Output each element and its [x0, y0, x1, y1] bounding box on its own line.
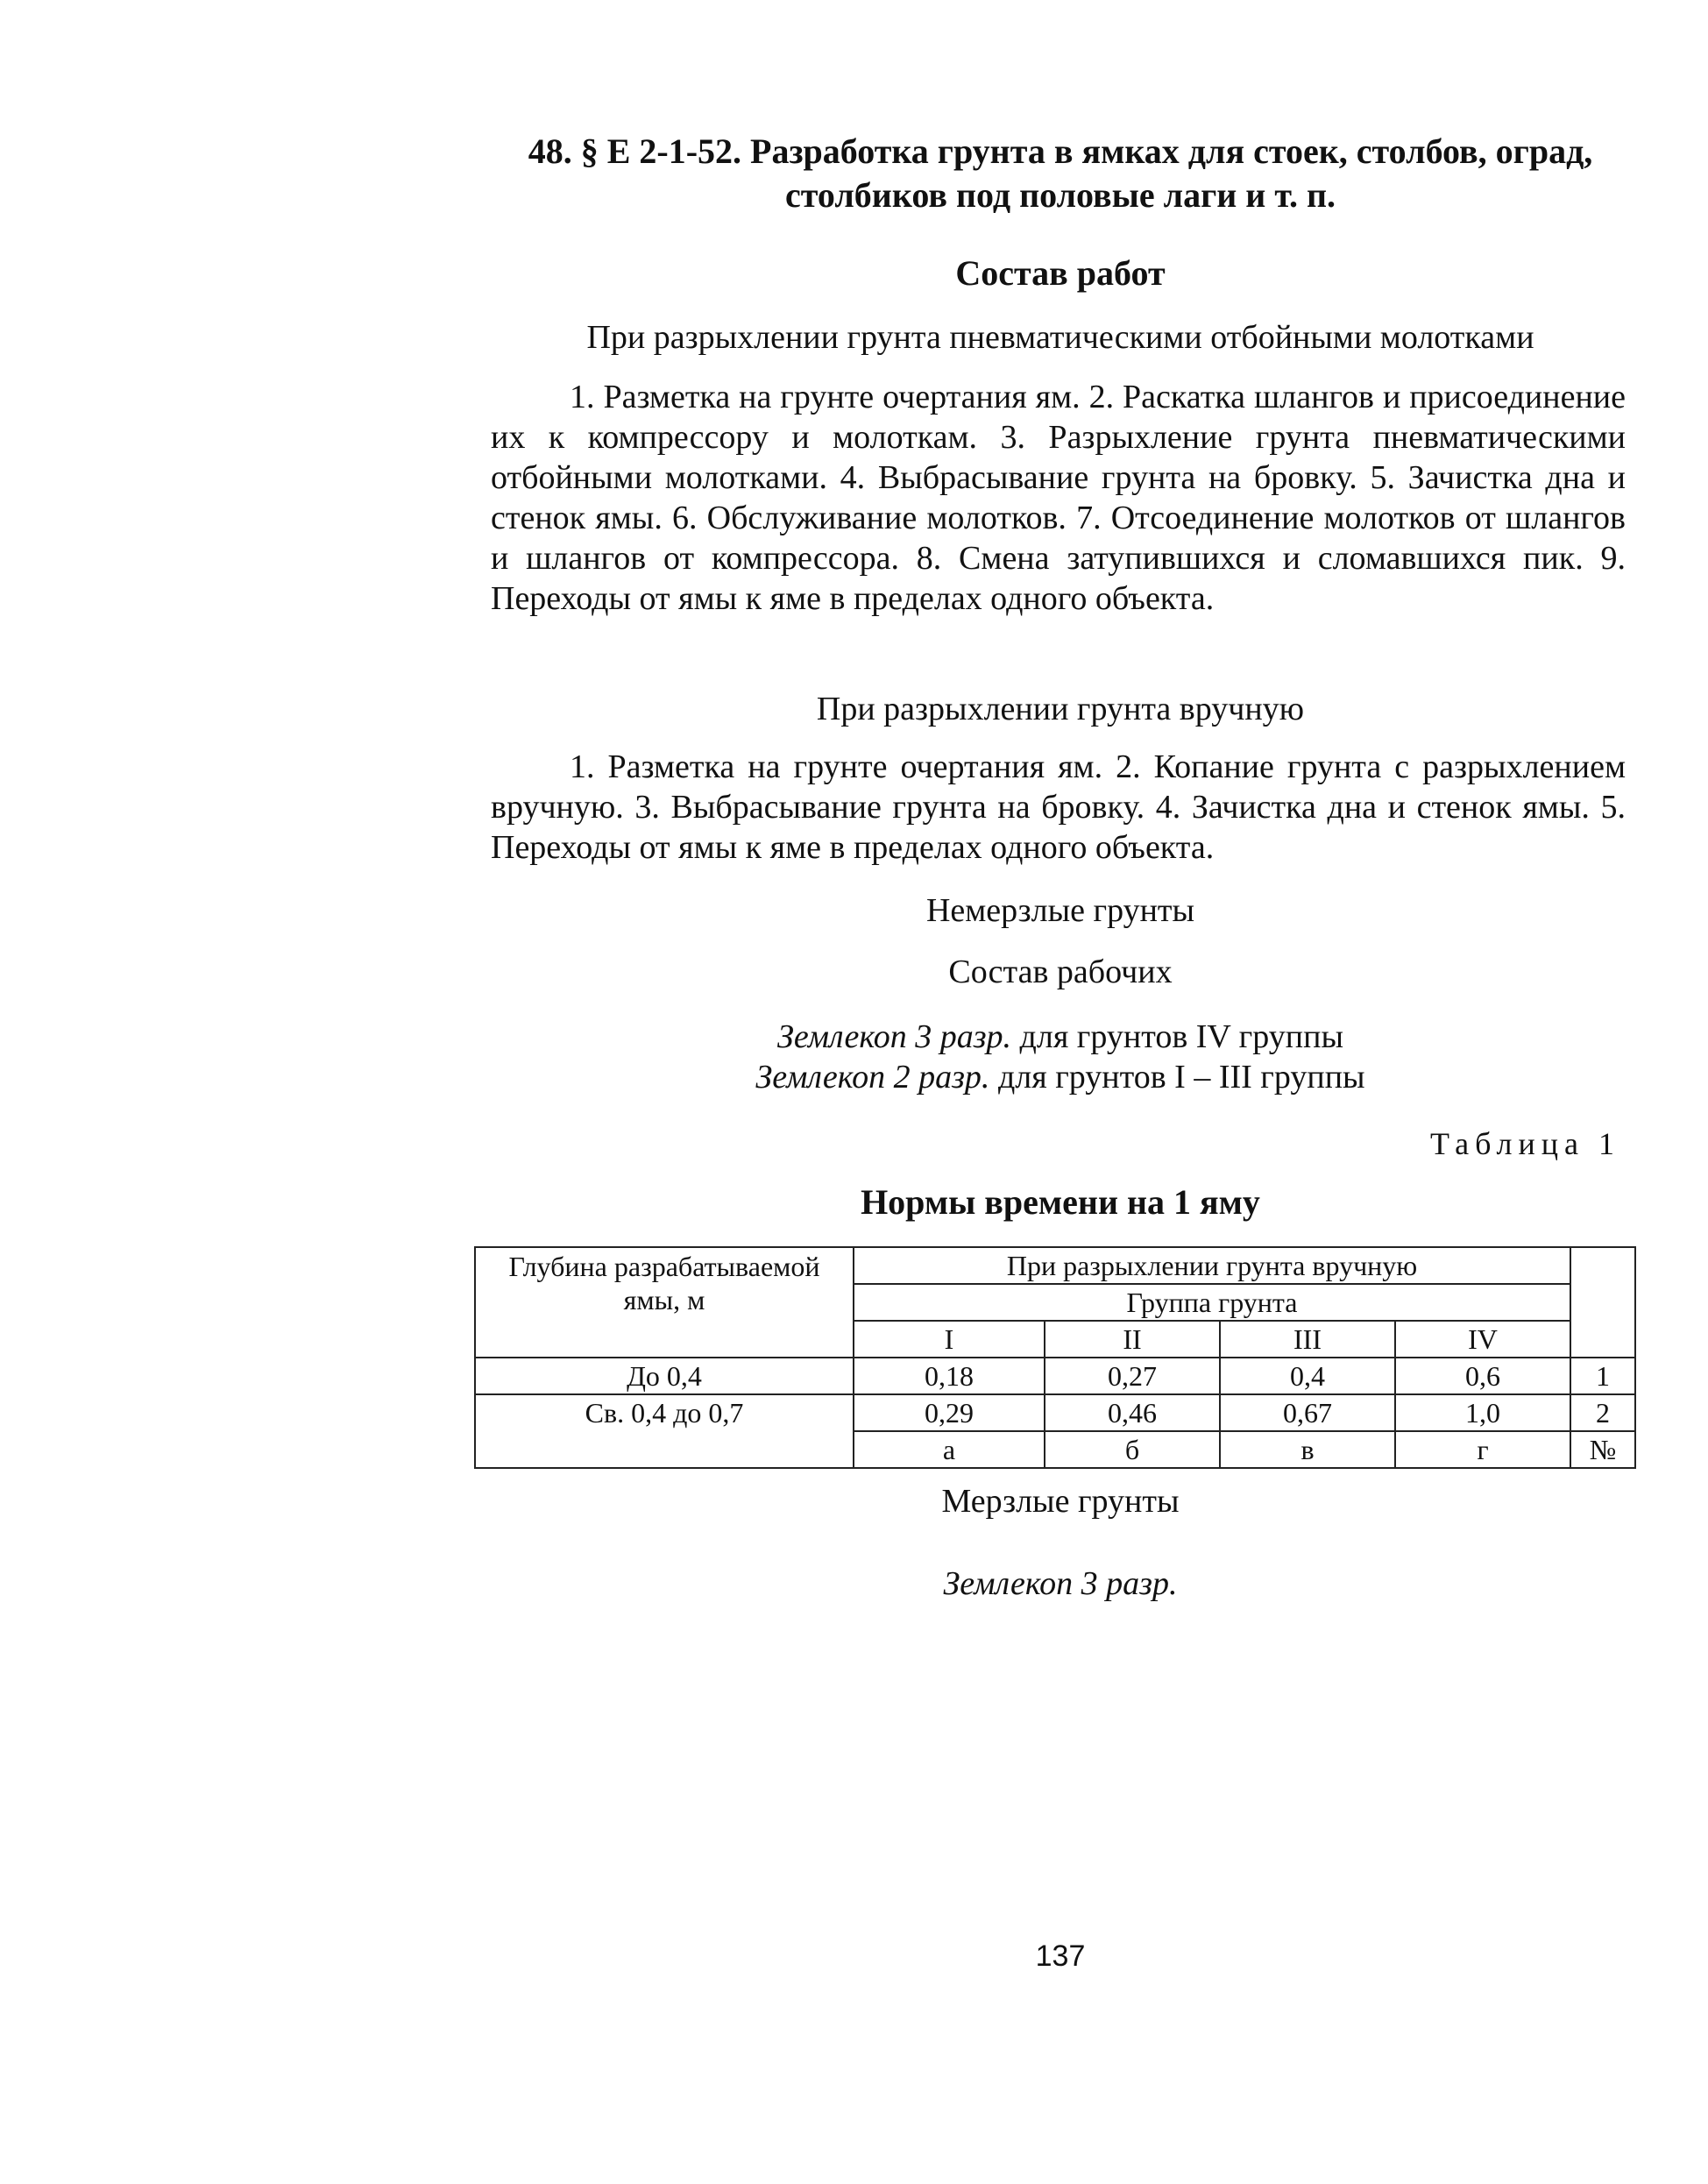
pneumatic-heading: При разрыхлении грунта пневматическими отбойными молотками	[586, 319, 1534, 356]
unfrozen-heading: Немерзлые грунты	[925, 892, 1195, 929]
crew-line-2-rank: Землекоп 2 разр.	[755, 1059, 990, 1096]
row-2-number: 2	[1570, 1394, 1635, 1431]
crew-line-2	[491, 1057, 1630, 1097]
section-title	[491, 130, 1630, 217]
header-group-3: III	[1220, 1321, 1395, 1358]
manual-work-steps: 1. Разметка на грунте очертания ям. 2. Копание грунта с разрыхлением вручную. 3. Выбрасывание грунта на бровку. 4. Зачистка дна и стенок ямы. 5. Переходы от ямы к яме в пределах одного объекта.	[491, 748, 1626, 866]
crew-line-1	[491, 1017, 1630, 1057]
letter-b: б	[1045, 1431, 1220, 1468]
frozen-heading: Мерзлые грунты	[941, 1483, 1180, 1520]
pneumatic-work-steps: 1. Разметка на грунте очертания ям. 2. Раскатка шлангов и присоединение их к компрессору и молоткам. 3. Разрыхление грунта пневматическими отбойными молотками. 4. Выбрасывание грунта на бровку. 5. Зачистка дна и стенок ямы. 6. Обслуживание молотков. 7. Отсоединение молотков от шлангов и шлангов от компрессора. 8. Смена затупившихся и сломавшихся пик. 9. Переходы от ямы к яме в пределах одного объекта.	[491, 379, 1626, 617]
row-1-value-a: 0,18	[854, 1358, 1045, 1394]
section-title-line-1: 48. § Е 2-1-52. Разработка грунта в ямках для стоек, столбов, оград,	[528, 131, 1593, 171]
frozen-crew: Землекоп 3 разр.	[943, 1565, 1178, 1602]
header-group-4: IV	[1395, 1321, 1570, 1358]
row-1-depth: До 0,4	[475, 1358, 854, 1394]
header-num-empty	[1570, 1247, 1635, 1358]
row-2-depth: Св. 0,4 до 0,7	[475, 1394, 854, 1468]
header-soil-group: Группа грунта	[854, 1284, 1570, 1321]
row-1-value-c: 0,4	[1220, 1358, 1395, 1394]
section-title-line-2: столбиков под половые лаги и т. п.	[784, 175, 1336, 215]
composition-heading: Состав работ	[955, 253, 1166, 293]
header-group-1: I	[854, 1321, 1045, 1358]
norms-table	[474, 1246, 1636, 1469]
row-1-number: 1	[1570, 1358, 1635, 1394]
page-number: 137	[1035, 1939, 1086, 1973]
row-2-value-c: 0,67	[1220, 1394, 1395, 1431]
letter-d: г	[1395, 1431, 1570, 1468]
letter-a: а	[854, 1431, 1045, 1468]
table-label: Таблица 1	[1430, 1126, 1620, 1161]
header-group-2: II	[1045, 1321, 1220, 1358]
num-label: №	[1570, 1431, 1635, 1468]
crew-heading: Состав рабочих	[948, 954, 1173, 990]
table-title: Нормы времени на 1 яму	[861, 1182, 1260, 1222]
row-2-value-b: 0,46	[1045, 1394, 1220, 1431]
row-1-value-d: 0,6	[1395, 1358, 1570, 1394]
manual-heading: При разрыхлении грунта вручную	[816, 691, 1305, 727]
crew-line-1-scope: для грунтов IV группы	[1011, 1018, 1343, 1055]
row-2-value-a: 0,29	[854, 1394, 1045, 1431]
header-manual: При разрыхлении грунта вручную	[854, 1247, 1570, 1284]
header-depth: Глубина разрабатываемой ямы, м	[475, 1247, 854, 1358]
crew-line-2-scope: для грунтов I – III группы	[989, 1059, 1365, 1096]
table-row	[475, 1358, 1635, 1394]
table-row	[475, 1394, 1635, 1431]
letter-c: в	[1220, 1431, 1395, 1468]
row-2-value-d: 1,0	[1395, 1394, 1570, 1431]
row-1-value-b: 0,27	[1045, 1358, 1220, 1394]
crew-line-1-rank: Землекоп 3 разр.	[777, 1018, 1012, 1055]
